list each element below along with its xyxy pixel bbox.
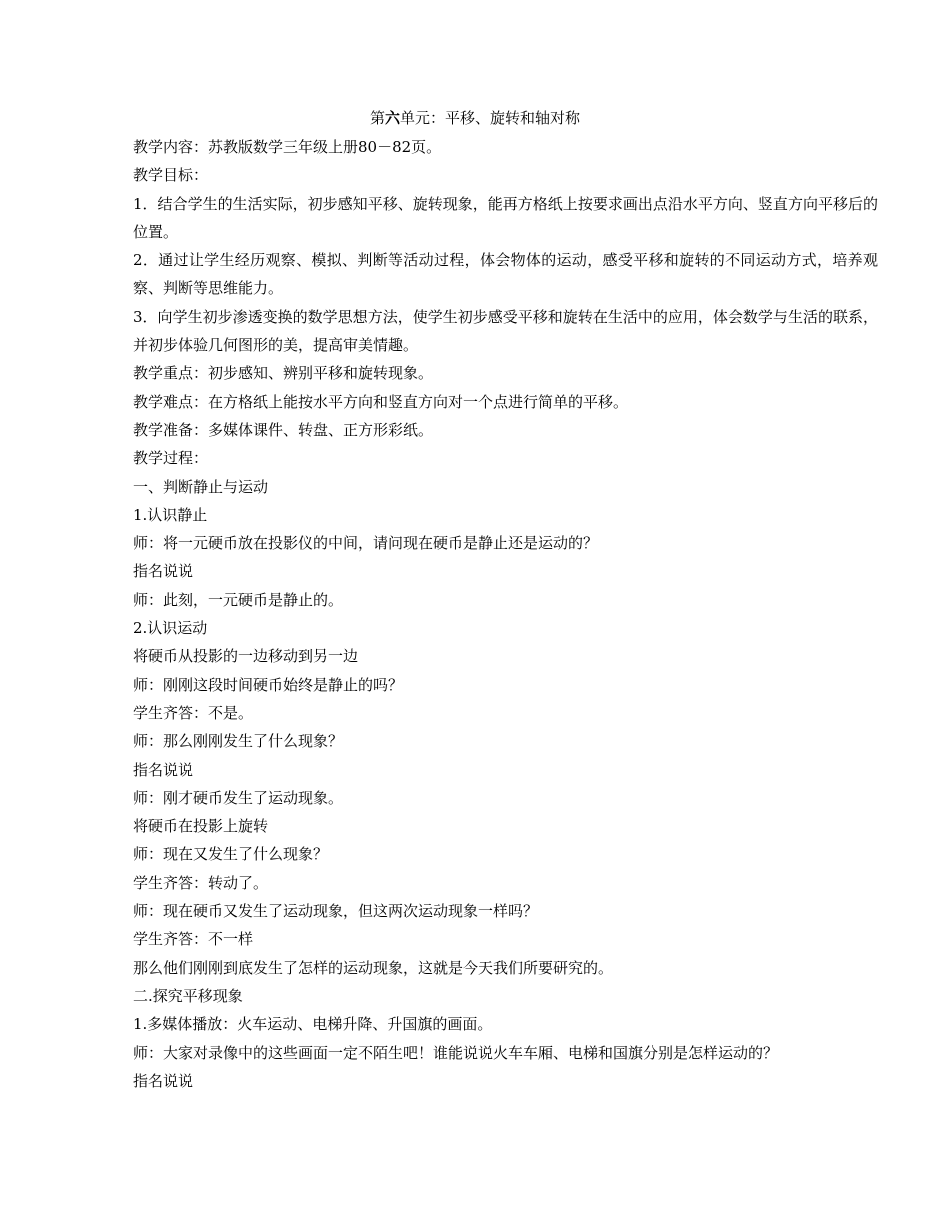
paragraph-line: 学生齐答：不是。 (133, 703, 254, 722)
paragraph-line: 师：此刻，一元硬币是静止的。 (133, 590, 344, 609)
paragraph-line: 师：现在硬币又发生了运动现象，但这两次运动现象一样吗？ (133, 902, 539, 921)
section-2-heading: 二.探究平移现象 (133, 986, 243, 1005)
teaching-process-heading: 教学过程： (133, 449, 209, 468)
paragraph-line: 将硬币在投影上旋转 (133, 817, 269, 836)
goal-2: 2．通过让学生经历观察、模拟、判断等活动过程，体会物体的运动，感受平移和旋转的不同运动方式，培养观察、判断等思维能力。 (133, 251, 878, 298)
paragraph-line: 学生齐答：不一样 (133, 930, 254, 949)
paragraph-line: 师：大家对录像中的这些画面一定不陌生吧！谁能说说火车车厢、电梯和国旗分别是怎样运动的？ (133, 1043, 779, 1062)
paragraph-line: 指名说说 (133, 562, 194, 581)
paragraph-line: 将硬币从投影的一边移动到另一边 (133, 647, 359, 666)
section-1-heading: 一、判断静止与运动 (133, 477, 269, 496)
teaching-goals-heading: 教学目标： (133, 166, 209, 185)
subsection-1-1: 1.认识静止 (133, 505, 208, 524)
paragraph-line: 指名说说 (133, 1071, 194, 1090)
paragraph-line: 学生齐答：转动了。 (133, 873, 269, 892)
subsection-2-1: 1.多媒体播放：火车运动、电梯升降、升国旗的画面。 (133, 1015, 493, 1034)
document-title (0, 106, 950, 130)
paragraph-line: 师：那么刚刚发生了什么现象？ (133, 732, 344, 751)
teaching-preparation: 教学准备：多媒体课件、转盘、正方形彩纸。 (133, 420, 434, 439)
document-body (133, 133, 878, 1095)
paragraph-line: 指名说说 (133, 760, 194, 779)
teaching-content: 教学内容：苏教版数学三年级上册80－82页。 (133, 138, 442, 156)
subsection-1-2: 2.认识运动 (133, 619, 208, 638)
title-unit-number: 六 (384, 109, 400, 127)
teaching-difficulty: 教学难点：在方格纸上能按水平方向和竖直方向对一个点进行简单的平移。 (133, 392, 629, 411)
paragraph-line: 师：现在又发生了什么现象？ (133, 845, 329, 864)
paragraph-line: 师：刚刚这段时间硬币始终是静止的吗？ (133, 675, 404, 694)
goal-1: 1．结合学生的生活实际，初步感知平移、旋转现象，能再方格纸上按要求画出点沿水平方向、竖直方向平移后的位置。 (133, 194, 878, 241)
goal-3: 3．向学生初步渗透变换的数学思想方法，使学生初步感受平移和旋转在生活中的应用，体会数学与生活的联系，并初步体验几何图形的美，提高审美情趣。 (133, 307, 878, 355)
title-suffix: 单元：平移、旋转和轴对称 (400, 109, 581, 127)
paragraph-line: 那么他们刚刚到底发生了怎样的运动现象，这就是今天我们所要研究的。 (133, 958, 614, 977)
paragraph-line: 师：将一元硬币放在投影仪的中间，请问现在硬币是静止还是运动的？ (133, 534, 599, 553)
paragraph-line: 师：刚才硬币发生了运动现象。 (133, 788, 344, 807)
teaching-key-point: 教学重点：初步感知、辨别平移和旋转现象。 (133, 364, 434, 383)
title-prefix: 第 (369, 109, 385, 127)
